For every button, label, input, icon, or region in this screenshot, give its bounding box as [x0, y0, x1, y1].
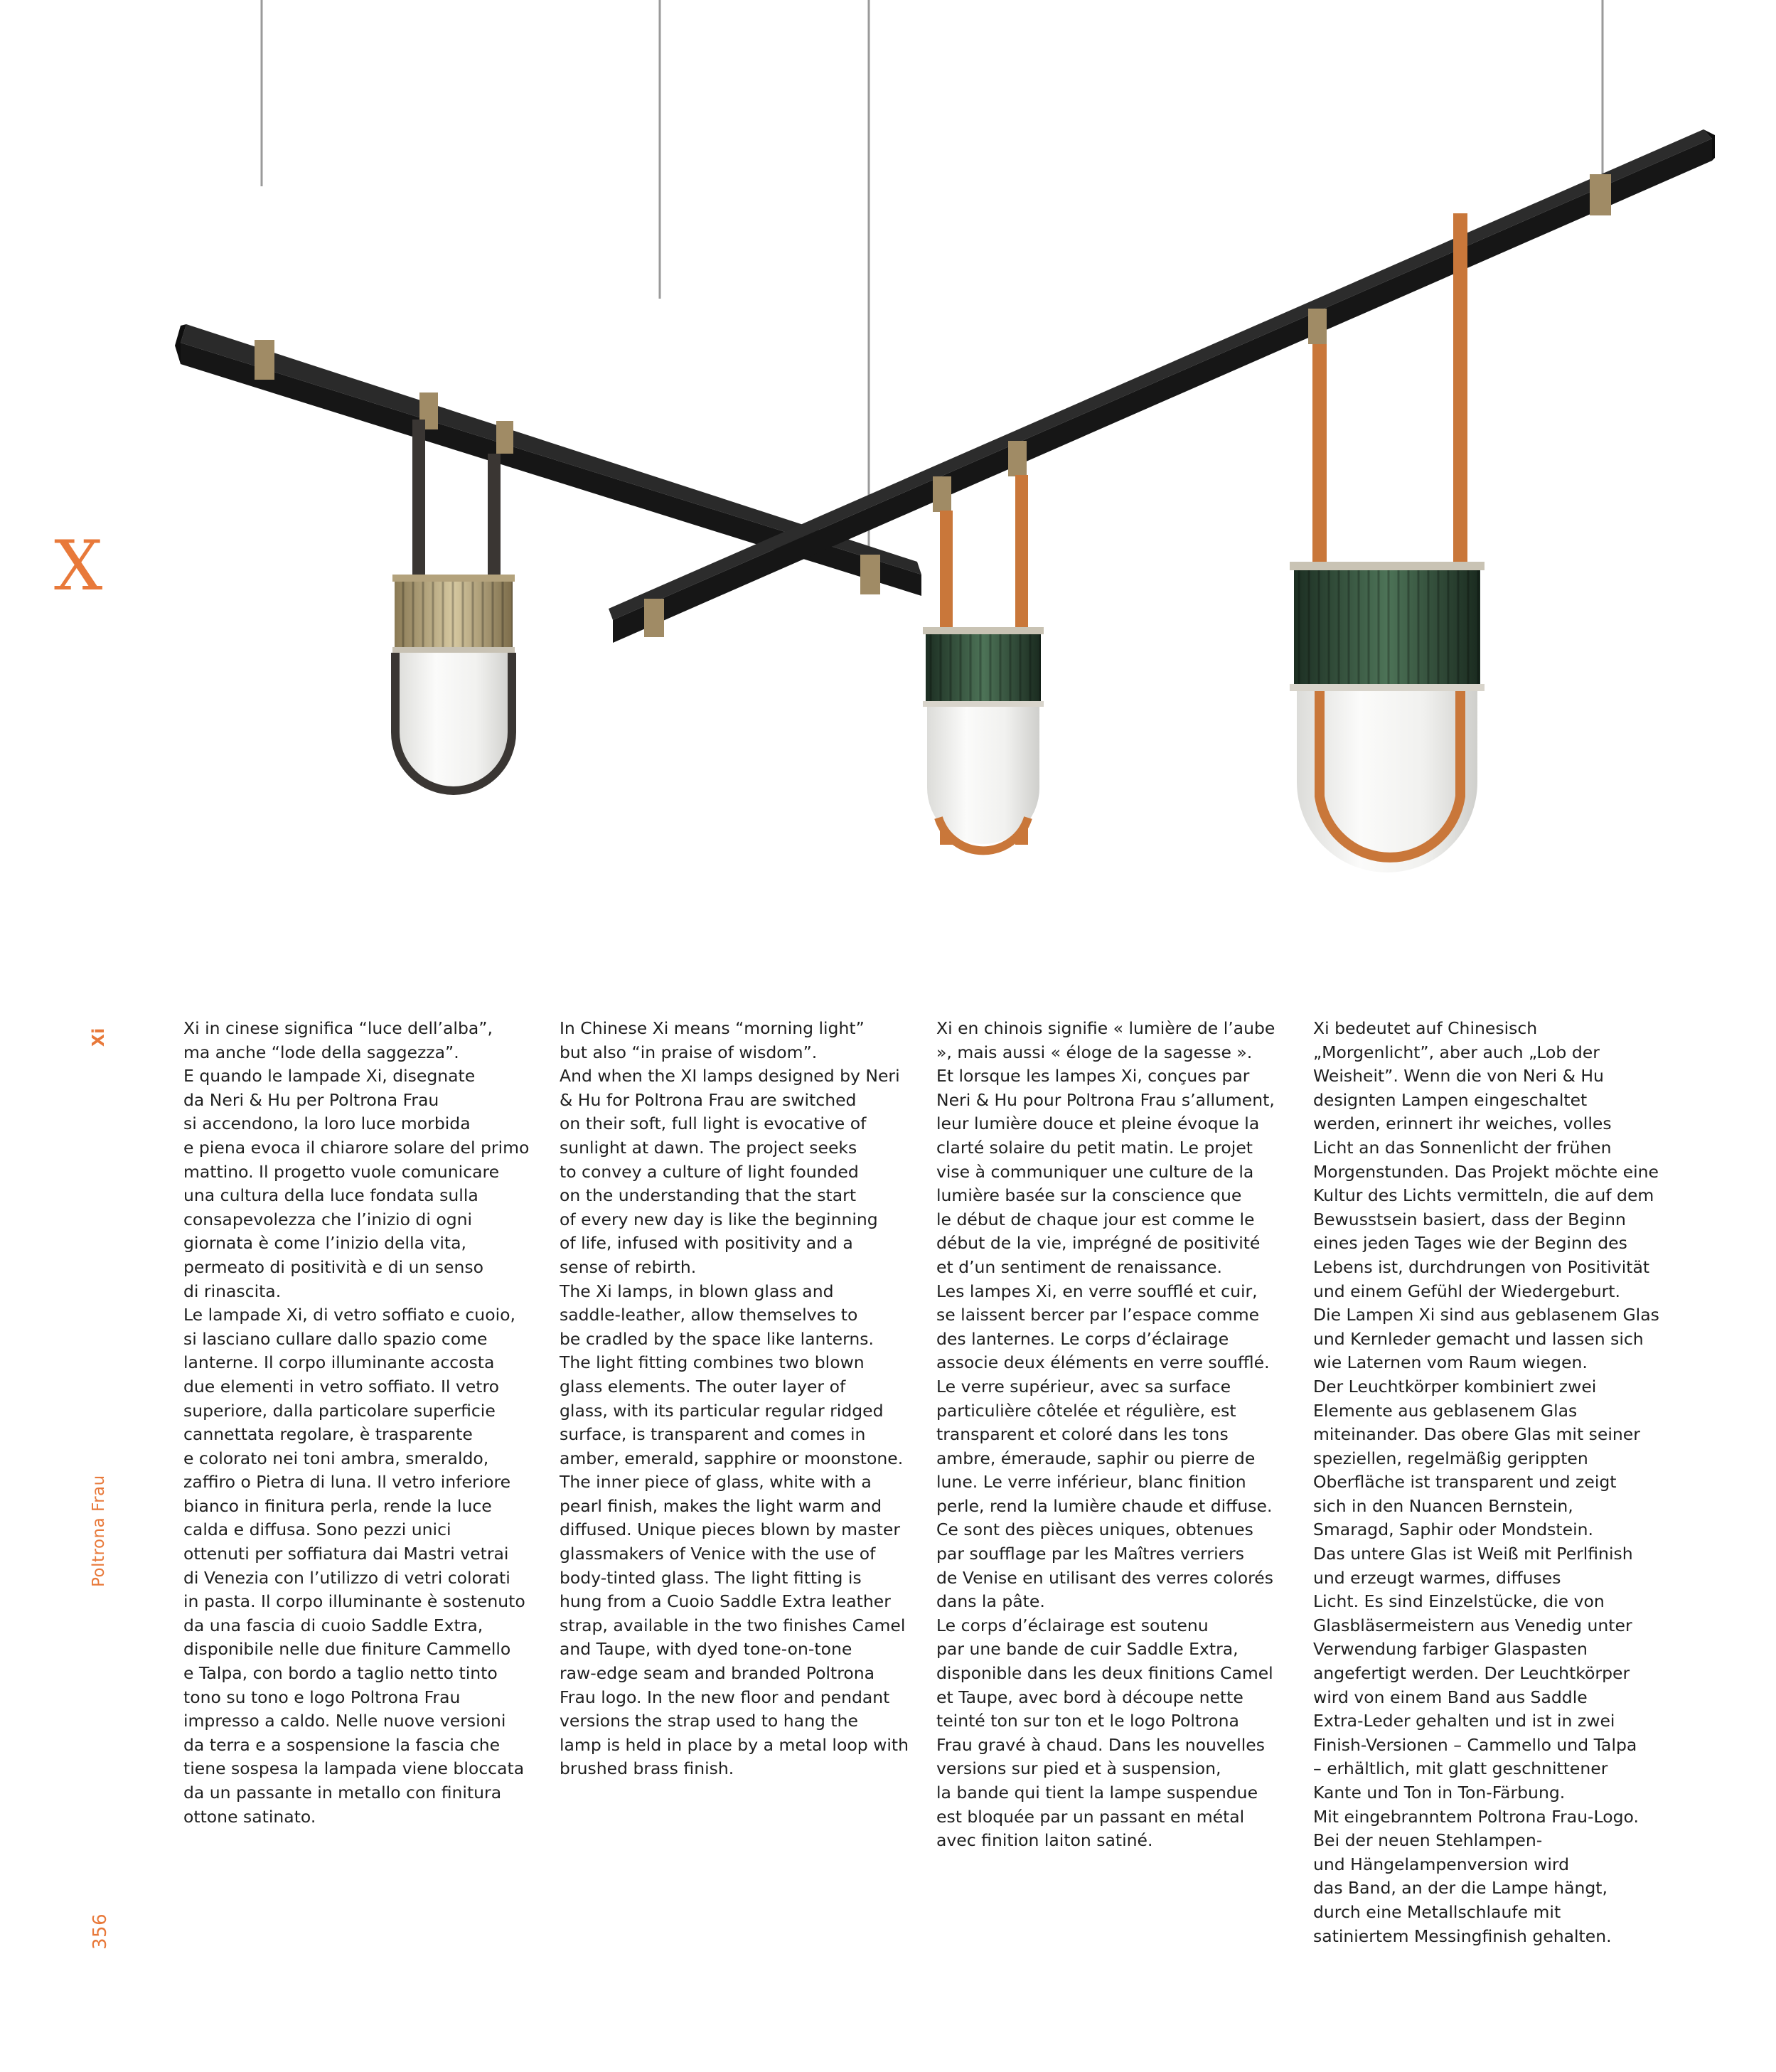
title-initial: X: [54, 526, 103, 606]
english-description: In Chinese Xi means “morning light” but also “in praise of wisdom”. And when the XI lamps designed by Neri & Hu for Poltrona Frau are switched on their soft, full light is evocative of sunlight at dawn. The project seeks to convey a culture of light founded on the understanding that the start of every new day is like the beginning of life, infused with positivity and a sense of rebirth. The Xi lamps, in blown glass and saddle-leather, allow themselves to be cradled by the space like lanterns. The light fitting combines two blown glass elements. The outer layer of glass, with its particular regular ridged surface, is transparent and comes in amber, emerald, sapphire or moonstone. The inner piece of glass, white with a pearl finish, makes the light warm and diffused. Unique pieces blown by master glassmakers of Venice with the use of body-tinted glass. The light fitting is hung from a Cuoio Saddle Extra leather strap, available in the two finishes Camel and Taupe, with dyed tone-on-tone raw-edge seam and branded Poltrona Frau logo. In the new floor and pendant versions the strap used to hang the lamp is held in place by a metal loop with brushed brass finish.: [560, 1018, 909, 1779]
german-description: Xi bedeutet auf Chinesisch „Morgenlicht”, aber auch „Lob der Weisheit”. Wenn die von Neri & Hu designten Lampen eingeschaltet werden, erinnert ihr weiches, volles Licht an das Sonnenlicht der frühen Morgenstunden. Das Projekt möchte eine Kultur des Lichts vermitteln, die auf dem Bewusstsein basiert, dass der Beginn eines jeden Tages wie der Beginn des Lebens ist, durchdrungen von Positivität und einem Gefühl der Wiedergeburt. Die Lampen Xi sind aus geblasenem Glas und Kernleder gemacht und lassen sich wie Laternen vom Raum wiegen. Der Leuchtkörper kombiniert zwei Elemente aus geblasenem Glas miteinander. Das obere Glas mit seiner speziellen, regelmäßig gerippten Oberfläche ist transparent und zeigt sich in den Nuancen Bernstein, Smaragd, Saphir oder Mondstein. Das untere Glas ist Weiß mit Perlfinish und erzeugt warmes, diffuses Licht. Es sind Einzelstücke, die von Glasbläsermeistern aus Venedig unter Verwendung farbiger Glaspasten angefertigt werden. Der Leuchtkörper wird von einem Band aus Saddle Extra-Leder gehalten und ist in zwei Finish-Versionen – Cammello und Talpa – erhältlich, mit glatt geschnittener Kante und Ton in Ton-Färbung. Mit eingebranntem Poltrona Frau-Logo. Bei der neuen Stehlampen- und Hängelampenversion wird das Band, an der die Lampe hängt, durch eine Metallschlaufe mit satiniertem Messingfinish gehalten.: [1313, 1018, 1659, 1946]
xi-pendant-lamps-illustration: [0, 0, 1776, 967]
product-photo: [0, 0, 1776, 967]
text-column-english: [560, 1017, 915, 1781]
product-name-label: Xi: [90, 1027, 108, 1047]
lamp-emerald-small: [923, 475, 1044, 850]
text-column-german: [1313, 1017, 1669, 1948]
page-number: 356: [90, 1913, 111, 1950]
lamp-amber: [392, 420, 515, 791]
text-column-italian: [183, 1017, 539, 1829]
long-bar: [609, 129, 1715, 643]
brand-label: Poltrona Frau: [90, 1475, 108, 1587]
italian-description: Xi in cinese significa “luce dell’alba”, ma anche “lode della saggezza”. E quando le lampade Xi, disegnate da Neri & Hu per Poltrona Frau si accendono, la loro luce morbida e piena evoca il chiarore solare del primo mattino. Il progetto vuole comunicare una cultura della luce fondata sulla consapevolezza che l’inizio di ogni giornata è come l’inizio della vita, permeato di positività e di un senso di rinascita. Le lampade Xi, di vetro soffiato e cuoio, si lasciano cullare dallo spazio come lanterne. Il corpo illuminante accosta due elementi in vetro soffiato. Il vetro superiore, dalla particolare superficie cannettata regolare, è trasparente e colorato nei toni ambra, smeraldo, zaffiro o Pietra di luna. Il vetro inferiore bianco in finitura perla, rende la luce calda e diffusa. Sono pezzi unici ottenuti per soffiatura dai Mastri vetrai di Venezia con l’utilizzo di vetri colorati in pasta. Il corpo illuminante è sostenuto da una fascia di cuoio Saddle Extra, disponibile nelle due finiture Cammello e Talpa, con bordo a taglio netto tinto tono su tono e logo Poltrona Frau impresso a caldo. Nelle nuove versioni da terra e a sospensione la fascia che tiene sospesa la lampada viene bloccata da un passante in metallo con finitura ottone satinato.: [183, 1018, 530, 1827]
french-description: Xi en chinois signifie « lumière de l’aube », mais aussi « éloge de la sagesse ». Et lorsque les lampes Xi, conçues par Neri & Hu pour Poltrona Frau s’allument, leur lumière douce et pleine évoque la clarté solaire du petit matin. Le projet vise à communiquer une culture de la lumière basée sur la conscience que le début de chaque jour est comme le début de la vie, imprégné de positivité et d’un sentiment de renaissance. Les lampes Xi, en verre soufflé et cuir, se laissent bercer par l’espace comme des lanternes. Le corps d’éclairage associe deux éléments en verre soufflé. Le verre supérieur, avec sa surface particulière côtelée et régulière, est transparent et coloré dans les tons ambre, émeraude, saphir ou pierre de lune. Le verre inférieur, blanc finition perle, rend la lumière chaude et diffuse. Ce sont des pièces uniques, obtenues par soufflage par les Maîtres verriers de Venise en utilisant des verres colorés dans la pâte. Le corps d’éclairage est soutenu par une bande de cuir Saddle Extra, disponible dans les deux finitions Camel et Taupe, avec bord à découpe nette teinté ton sur ton et le logo Poltrona Frau gravé à chaud. Dans les nouvelles versions sur pied et à suspension, la bande qui tient la lampe suspendue est bloquée par un passant en métal avec finition laiton satiné.: [936, 1018, 1275, 1851]
text-column-french: [936, 1017, 1292, 1853]
